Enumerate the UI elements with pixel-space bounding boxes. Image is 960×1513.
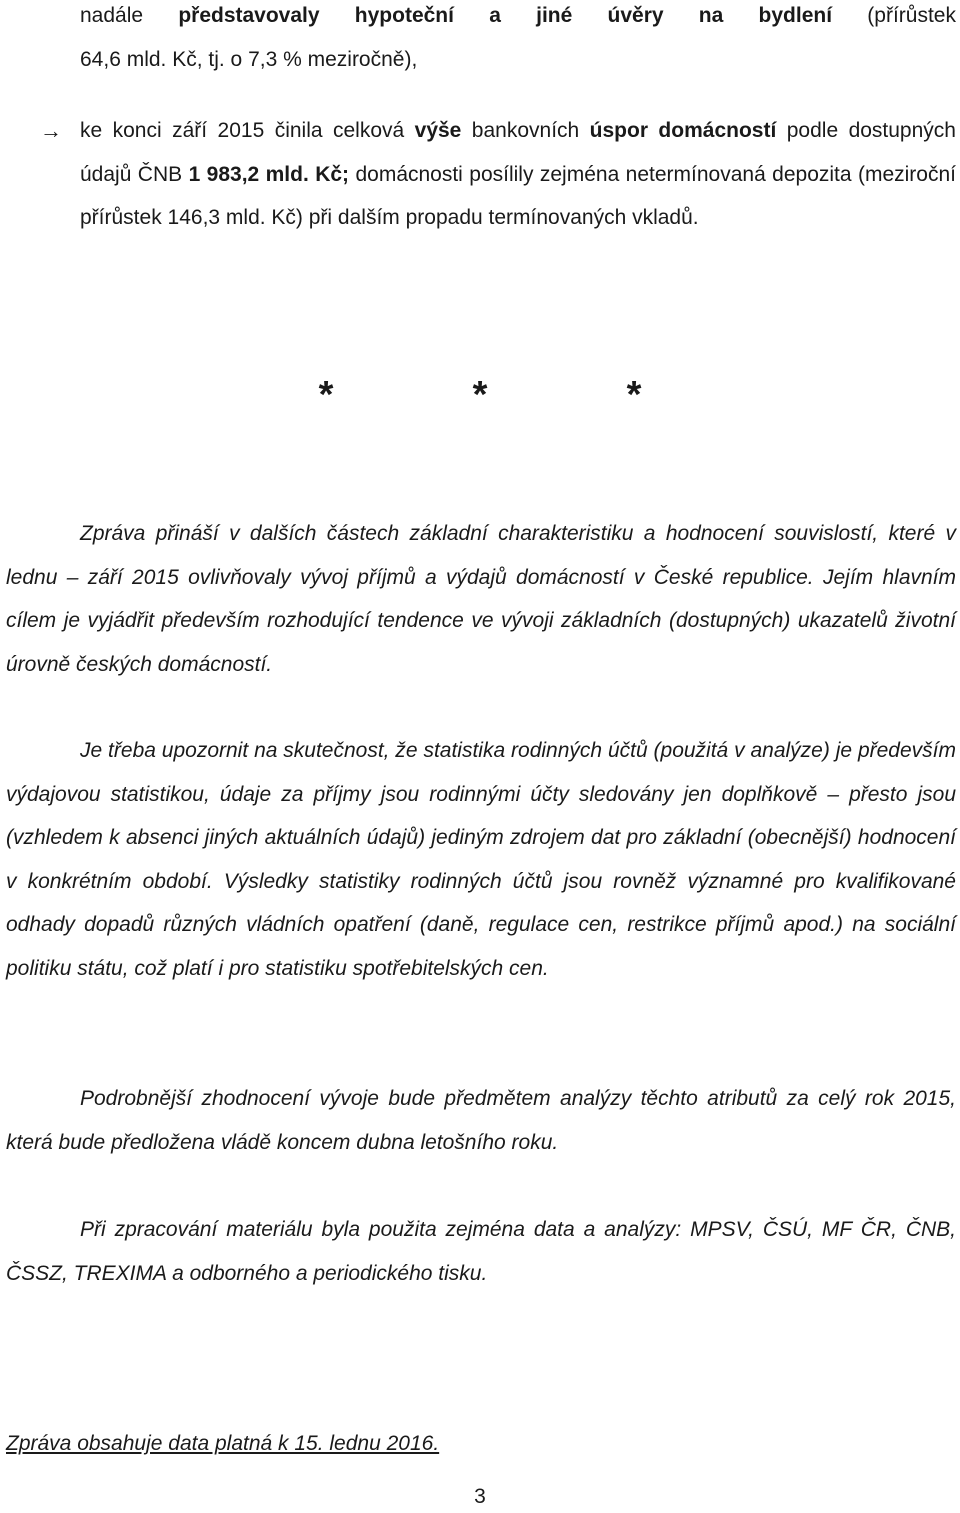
paragraph-note: Je třeba upozornit na skutečnost, že statistika rodinných účtů (použitá v analýze) je především výdajovou statistikou, údaje za příjmy jsou rodinnými účty sledovány jen doplňkově – přesto jsou (vzhledem k absenci jiných aktuálních údajů) jediným zdrojem dat pro základní (obecnější) hodnocení v konkrétním období. Výsledky statistiky rodinných účtů jsou rovněž významné pro kvalifikované odhady dopadů různých vládních opatření (daně, regulace cen, restrikce příjmů apod.) na sociální politiku státu, což platí i pro statistiku spotřebitelských cen. [6, 739, 956, 980]
separator-star: * [626, 374, 642, 416]
page-number: 3 [474, 1485, 486, 1508]
bullet-1-line-2: 64,6 mld. Kč, tj. o 7,3 % meziročně), [80, 47, 418, 71]
data-validity-note: Zpráva obsahuje data platná k 15. lednu 2016. [6, 1432, 440, 1455]
paragraph-sources: Při zpracování materiálu byla použita zejména data a analýzy: MPSV, ČSÚ, MF ČR, ČNB, ČSSZ, TREXIMA a odborného a periodického tisku. [6, 1218, 956, 1285]
bullet-1-bold-text: představovaly hypoteční a jiné úvěry na bydlení [178, 4, 833, 27]
separator-star: * [472, 374, 488, 416]
arrow-right-icon: → [40, 118, 62, 143]
bullet-2-text: ke konci září 2015 činila celková výše bankovních úspor domácností podle dostupných údajů ČNB 1 983,2 mld. Kč; domácnosti posílily zejména netermínovaná depozita (meziroční přírůstek 146,3 mld. Kč) při dalším propadu termínovaných vkladů. [80, 119, 956, 229]
separator-star: * [318, 374, 334, 416]
section-separator [0, 370, 960, 420]
bullet-continuation [80, 0, 956, 81]
paragraph-outlook: Podrobnější zhodnocení vývoje bude předmětem analýzy těchto atributů za celý rok 2015, která bude předložena vládě koncem dubna letošního roku. [6, 1087, 956, 1154]
paragraph-intro: Zpráva přináší v dalších částech základní charakteristiku a hodnocení souvislostí, které v lednu – září 2015 ovlivňovaly vývoj příjmů a výdajů domácností v České republice. Jejím hlavním cílem je vyjádřit především rozhodující tendence ve vývoji základních (dostupných) ukazatelů životní úrovně českých domácností. [6, 522, 956, 676]
bullet-1-line-1: nadále představovaly hypoteční a jiné úvěry na bydlení (přírůstek [80, 4, 956, 27]
